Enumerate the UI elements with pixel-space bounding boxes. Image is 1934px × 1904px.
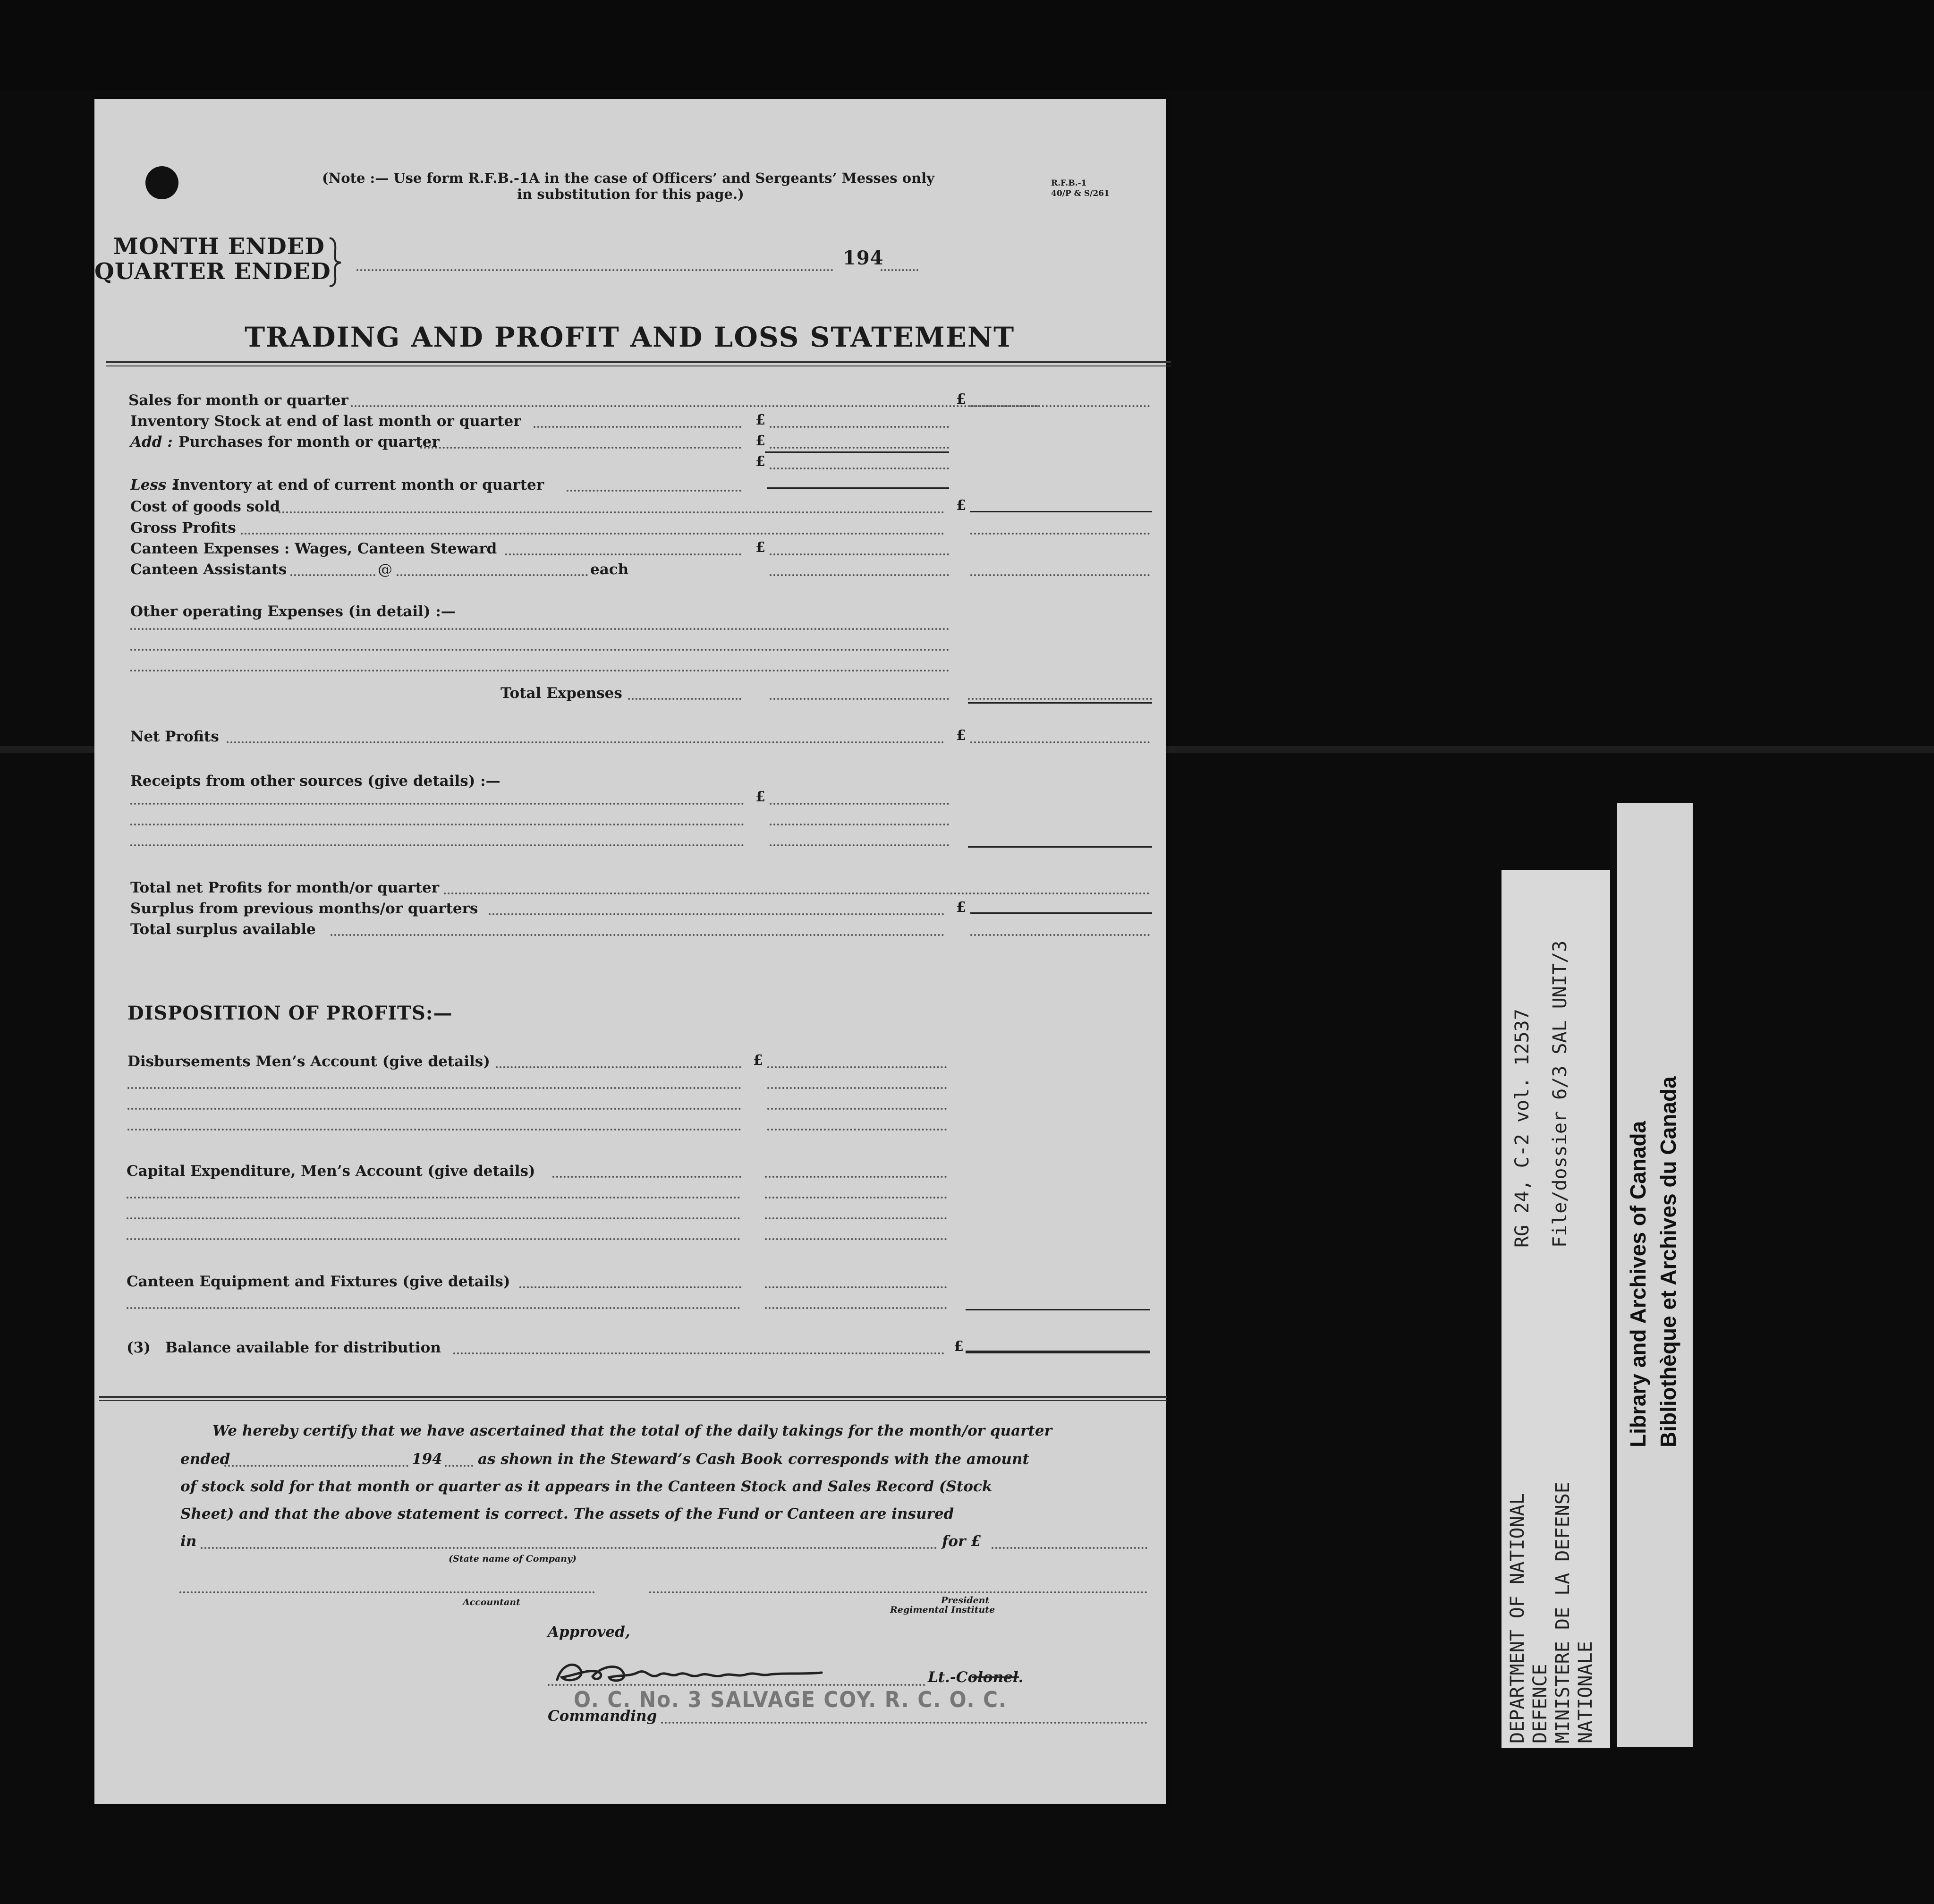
cert-line-5a: in	[180, 1533, 197, 1550]
receipts-amount-1[interactable]	[770, 803, 949, 805]
canteen-exp-amount[interactable]	[770, 553, 949, 555]
commanding-field[interactable]	[661, 1722, 1147, 1724]
receipts-line-2[interactable]	[130, 824, 744, 825]
receipts-label: Receipts from other sources (give details) :—	[130, 773, 500, 790]
capital-label: Capital Expenditure, Men’s Account (give details)	[127, 1163, 535, 1180]
period-date-field[interactable]	[356, 269, 833, 271]
total-surplus-leader	[331, 934, 944, 936]
department-en-line2: DEFENCE	[1529, 1664, 1551, 1743]
equip-label: Canteen Equipment and Fixtures (give details)	[127, 1273, 510, 1290]
capital-amount-4[interactable]	[765, 1238, 947, 1240]
inv-start-leader	[534, 426, 741, 428]
archive-reference-tag	[1501, 870, 1610, 1748]
department-en	[1506, 1482, 1597, 1743]
subtotal-pound: £	[755, 453, 765, 470]
surplus-prev-leader	[489, 913, 944, 915]
total-exp-underline	[968, 702, 1152, 704]
lac-english: Library and Archives of Canada	[1626, 1121, 1650, 1447]
equip-leader	[519, 1286, 741, 1288]
gross-label: Gross Profits	[130, 519, 236, 536]
lac-tag	[1617, 803, 1693, 1747]
surplus-prev-amount[interactable]	[970, 912, 1152, 914]
cert-rule-thin	[99, 1400, 1167, 1401]
cogs-pound: £	[956, 497, 966, 514]
president-signature[interactable]	[649, 1591, 1147, 1593]
approved-label: Approved,	[548, 1624, 630, 1640]
balance-pound: £	[954, 1338, 964, 1355]
capital-line-4[interactable]	[127, 1238, 740, 1240]
total-surplus-amount[interactable]	[970, 934, 1150, 936]
disb-line-3[interactable]	[127, 1108, 741, 1110]
receipts-amount-2[interactable]	[770, 824, 949, 825]
disb-amount-4[interactable]	[767, 1129, 947, 1130]
capital-line-2[interactable]	[127, 1197, 740, 1198]
reference-text	[1511, 941, 1571, 1248]
net-leader	[227, 741, 944, 743]
capital-amount-1[interactable]	[765, 1176, 947, 1178]
assistants-rate[interactable]	[397, 574, 588, 576]
assistants-count[interactable]	[290, 574, 375, 576]
cert-ended-date[interactable]	[224, 1465, 408, 1467]
commanding-label: Commanding	[548, 1708, 657, 1725]
net-label: Net Profits	[130, 728, 219, 745]
canteen-exp-leader	[505, 553, 741, 555]
inv-start-amount[interactable]	[770, 426, 949, 428]
cogs-leader	[279, 511, 944, 513]
total-exp-amount[interactable]	[968, 698, 1152, 700]
disb-amount-2[interactable]	[767, 1087, 947, 1089]
punch-hole	[145, 166, 178, 199]
capital-amount-2[interactable]	[765, 1197, 947, 1198]
cogs-amount[interactable]	[970, 511, 1152, 512]
add-label: Add :	[130, 434, 173, 450]
disb-label: Disbursements Men’s Account (give details)	[127, 1053, 490, 1070]
disb-line-2[interactable]	[127, 1087, 741, 1089]
equip-amount-1[interactable]	[765, 1286, 947, 1288]
total-surplus-label: Total surplus available	[130, 921, 316, 938]
cert-year[interactable]	[445, 1465, 473, 1467]
less-label: Less :	[130, 476, 177, 493]
canteen-exp-label: Canteen Expenses : Wages, Canteen Steward	[130, 540, 497, 557]
inv-end-leader	[567, 490, 741, 492]
receipts-line-3[interactable]	[130, 844, 744, 846]
other-exp-line-1[interactable]	[130, 628, 950, 630]
cert-rule	[99, 1396, 1167, 1398]
accountant-signature[interactable]	[179, 1591, 595, 1593]
film-band-top	[0, 0, 1934, 90]
capital-amount-3[interactable]	[765, 1217, 947, 1219]
month-ended-label: MONTH ENDED	[113, 233, 325, 260]
inv-end-label: Inventory at end of current month or quarter	[173, 476, 544, 493]
cert-line-4: Sheet) and that the above statement is correct. The assets of the Fund or Canteen are insured	[180, 1505, 954, 1522]
assistants-amount[interactable]	[770, 574, 949, 576]
receipts-line-1[interactable]	[130, 803, 744, 805]
period-year: 194	[843, 247, 884, 269]
form-code: R.F.B.-1	[1051, 178, 1087, 188]
equip-amount-2[interactable]	[765, 1307, 947, 1309]
equip-line-2[interactable]	[127, 1307, 740, 1309]
department-fr-line1: MINISTERE DE LA DEFENSE	[1552, 1482, 1574, 1743]
total-exp-leader	[628, 698, 741, 700]
rg-volume: RG 24, C-2 vol. 12537	[1511, 1009, 1533, 1248]
department-fr-line2: NATIONALE	[1575, 1641, 1596, 1743]
total-net-leader	[444, 892, 1150, 894]
cert-line-3: of stock sold for that month or quarter as it appears in the Canteen Stock and Sales Record (Stock	[180, 1478, 992, 1495]
disb-amount-3[interactable]	[767, 1108, 947, 1110]
title-rule	[106, 361, 1171, 363]
inv-start-label: Inventory Stock at end of last month or quarter	[130, 413, 521, 430]
subtotal-amount[interactable]	[770, 468, 949, 469]
surplus-prev-pound: £	[956, 899, 966, 916]
sales-amount[interactable]	[970, 405, 1150, 407]
cert-line-2c: as shown in the Steward’s Cash Book corresponds with the amount	[478, 1451, 1029, 1468]
balance-amount[interactable]	[966, 1351, 1150, 1353]
insurance-company-field[interactable]	[201, 1547, 937, 1549]
purchases-pound: £	[755, 433, 765, 449]
capital-leader	[552, 1176, 741, 1178]
total-exp-label: Total Expenses	[500, 685, 622, 702]
quarter-ended-label: QUARTER ENDED	[94, 258, 331, 285]
canteen-exp-pound: £	[755, 539, 765, 556]
department-en-line1: DEPARTMENT OF NATIONAL	[1507, 1493, 1528, 1743]
receipts-pound: £	[755, 789, 765, 805]
note-line-2: in substitution for this page.)	[517, 186, 744, 202]
file-dossier: File/dossier 6/3 SAL UNIT/3	[1549, 940, 1571, 1248]
period-year-field[interactable]	[881, 269, 918, 271]
net-amount[interactable]	[970, 741, 1150, 743]
inv-start-pound: £	[755, 412, 765, 428]
other-exp-line-3[interactable]	[130, 670, 950, 672]
total-net-label: Total net Profits for month/or quarter	[130, 879, 440, 896]
period-brace	[326, 236, 345, 288]
disb-line-4[interactable]	[127, 1129, 741, 1130]
surplus-prev-label: Surplus from previous months/or quarters	[130, 900, 478, 917]
insured-amount-field[interactable]	[992, 1547, 1147, 1549]
president-caption-2: Regimental Institute	[890, 1605, 995, 1615]
total-exp-amount-col1[interactable]	[770, 698, 949, 700]
equip-total[interactable]	[966, 1309, 1150, 1310]
other-exp-label: Other operating Expenses (in detail) :—	[130, 603, 456, 620]
cert-line-5b: for £	[942, 1533, 981, 1550]
inv-end-amount[interactable]	[767, 487, 949, 489]
cert-line-2a: ended	[180, 1451, 230, 1468]
cert-line-1: We hereby certify that we have ascertained that the total of the daily takings for the month/or quarter	[212, 1422, 1052, 1439]
balance-label: Balance available for distribution	[165, 1339, 441, 1356]
rank-label: Lt.-Colonel.	[928, 1669, 1024, 1686]
other-exp-line-2[interactable]	[130, 649, 950, 651]
assistants-at: @	[378, 561, 392, 578]
net-pound: £	[956, 727, 966, 744]
expenses-subtotal[interactable]	[970, 574, 1150, 576]
lac-label	[1623, 1076, 1683, 1447]
assistants-each: each	[590, 561, 629, 578]
sales-pound: £	[956, 391, 966, 408]
commander-signature	[548, 1654, 840, 1692]
colonel-strike	[972, 1676, 1019, 1678]
purchases-leader	[420, 447, 741, 449]
receipts-total[interactable]	[968, 846, 1152, 848]
purchases-amount[interactable]	[770, 447, 949, 449]
lac-french: Bibliothèque et Archives du Canada	[1656, 1076, 1680, 1447]
commander-signature-line[interactable]	[548, 1684, 925, 1686]
disposition-heading: DISPOSITION OF PROFITS:—	[127, 1002, 453, 1024]
unit-stamp: O. C. No. 3 SALVAGE COY. R. C. O. C.	[574, 1687, 1007, 1712]
president-caption: President	[941, 1595, 990, 1606]
purchases-label: Purchases for month or quarter	[178, 434, 440, 450]
disb-pound: £	[753, 1052, 763, 1069]
balance-number: (3)	[127, 1339, 151, 1356]
balance-leader	[453, 1352, 944, 1354]
gross-amount[interactable]	[970, 533, 1150, 535]
cert-line-2b: 194	[412, 1451, 442, 1468]
disb-leader	[496, 1066, 741, 1068]
disb-amount-1[interactable]	[767, 1066, 947, 1068]
capital-line-3[interactable]	[127, 1217, 740, 1219]
statement-title: TRADING AND PROFIT AND LOSS STATEMENT	[245, 321, 1015, 353]
cogs-label: Cost of goods sold	[130, 498, 280, 515]
assistants-label: Canteen Assistants	[130, 561, 287, 578]
receipts-amount-3[interactable]	[770, 844, 949, 846]
sales-label: Sales for month or quarter	[128, 391, 351, 410]
note-line-1: (Note :— Use form R.F.B.-1A in the case of Officers’ and Sergeants’ Messes only	[322, 170, 934, 186]
form-page	[94, 99, 1166, 1804]
company-caption: (State name of Company)	[449, 1554, 577, 1564]
form-code-sub: 40/P & S/261	[1051, 189, 1110, 198]
purchases-underline	[765, 451, 949, 453]
accountant-caption: Accountant	[463, 1597, 520, 1607]
gross-leader	[241, 533, 944, 535]
